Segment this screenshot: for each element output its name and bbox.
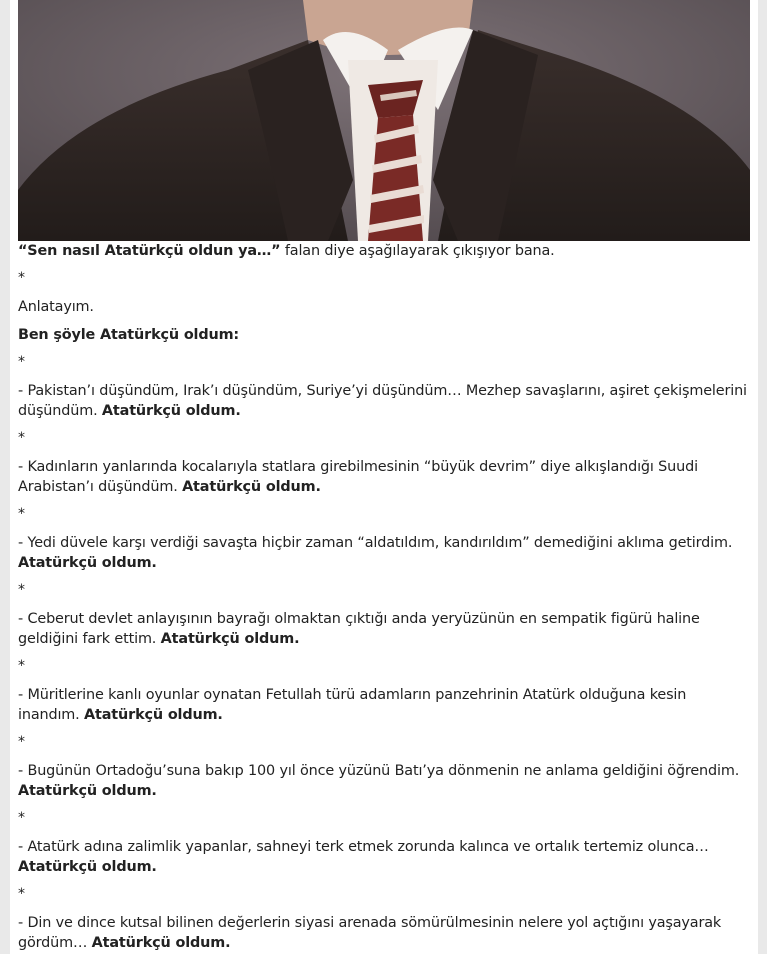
list-item [18,913,752,953]
list-item-text: - Müritlerine kanlı oyunlar oynatan Fetullah türü adamların panzehrinin Atatürk olduğuna kesin inandım. [18,687,687,723]
list-item [18,381,752,421]
separator-star: * [18,270,25,286]
article-page [10,0,758,954]
list-item [18,533,752,573]
refrain-text: Atatürkçü oldum. [101,403,241,419]
refrain-text: Atatürkçü oldum. [91,935,231,951]
list-item-text: - Bugünün Ortadoğu’suna bakıp 100 yıl önce yüzünü Batı’ya dönmenin ne anlama geldiğini öğrendim. [18,763,740,779]
intro-text: Anlatayım. [18,299,94,315]
lead-rest: falan diye aşağılayarak çıkışıyor bana. [280,243,555,259]
list-item-text: - Pakistan’ı düşündüm, Irak’ı düşündüm, Suriye’yi düşündüm… Mezhep savaşlarını, aşiret çekişmelerini düşündüm. [18,383,747,419]
list-item-text: - Kadınların yanlarında kocalarıyla statlara girebilmesinin “büyük devrim” diye alkışlandığı Suudi Arabistan’ı düşündüm. [18,459,698,495]
list-item [18,457,752,497]
separator-star: * [18,506,25,522]
separator-star: * [18,582,25,598]
list-item [18,837,752,877]
separator-star: * [18,658,25,674]
list-item-text: - Ceberut devlet anlayışının bayrağı olmaktan çıktığı anda yeryüzünün en sempatik figürü haline geldiğini fark ettim. [18,611,700,647]
lead-line [18,241,752,261]
separator-star: * [18,430,25,446]
list-item [18,761,752,801]
refrain-text: Atatürkçü oldum. [18,555,157,571]
lead-quote: “Sen nasıl Atatürkçü oldun ya…” [18,243,281,259]
list-item [18,609,752,649]
section-heading: Ben şöyle Atatürkçü oldum: [18,327,240,343]
refrain-text: Atatürkçü oldum. [18,859,157,875]
list-item-text: - Atatürk adına zalimlik yapanlar, sahneyi terk etmek zorunda kalınca ve ortalık tertemiz olunca… [18,839,709,855]
refrain-text: Atatürkçü oldum. [18,783,157,799]
refrain-text: Atatürkçü oldum. [160,631,300,647]
refrain-text: Atatürkçü oldum. [84,707,223,723]
portrait-illustration [18,0,750,241]
list-item-text: - Din ve dince kutsal bilinen değerlerin siyasi arenada sömürülmesinin nelere yol açtığını yaşayarak gördüm… [18,915,722,951]
separator-star: * [18,886,25,902]
list-item-text: - Yedi düvele karşı verdiği savaşta hiçbir zaman “aldatıldım, kandırıldım” demediğini aklıma getirdim. [18,535,733,551]
separator-star: * [18,810,25,826]
separator-star: * [18,734,25,750]
list-item [18,685,752,725]
separator-star: * [18,354,25,370]
refrain-text: Atatürkçü oldum. [182,479,321,495]
portrait-photo [18,0,750,241]
